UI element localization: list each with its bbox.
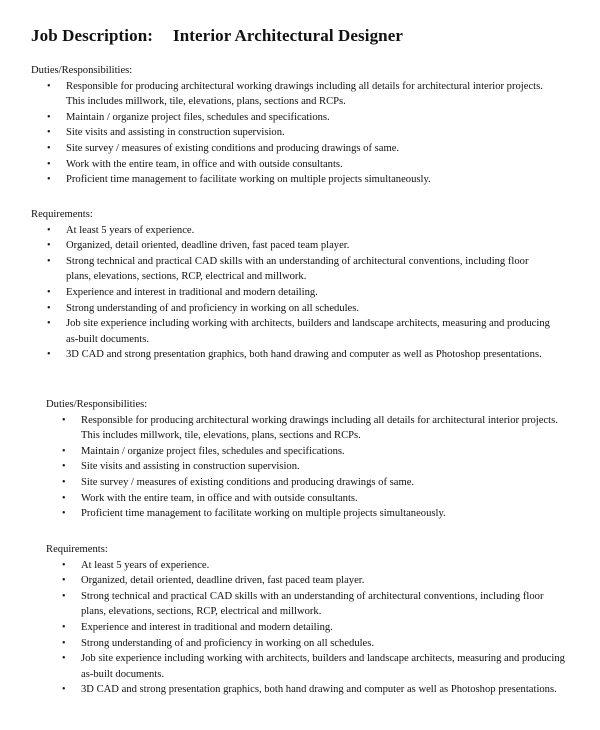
list-item: • Site survey / measures of existing conditions and producing drawings of same. [31,141,593,157]
job-title: Interior Architectural Designer [173,26,404,45]
page-title [31,26,404,46]
duties-section-1 [31,63,593,188]
list-item: • Organized, detail oriented, deadline driven, fast paced team player. [31,238,593,254]
list-item: • 3D CAD and strong presentation graphics, both hand drawing and computer as well as Photoshop presentations. [31,347,593,363]
duties-section-2 [46,397,594,522]
list-item: • Strong technical and practical CAD skills with an understanding of architectural conventions, including floor plans, elevations, sections, RCP, electrical and millwork. [31,254,593,285]
list-item: • At least 5 years of experience. [31,223,593,239]
list-item: • Maintain / organize project files, schedules and specifications. [46,444,594,460]
list-item: • Work with the entire team, in office and with outside consultants. [46,491,594,507]
requirements-section-2 [46,542,594,698]
list-item: • Responsible for producing architectural working drawings including all details for architectural interior projects. This includes millwork, tile, elevations, plans, sections and RCPs. [46,413,594,444]
list-item: • Proficient time management to facilitate working on multiple projects simultaneously. [46,506,594,522]
list-item: • Organized, detail oriented, deadline driven, fast paced team player. [46,573,594,589]
list-item: • Strong technical and practical CAD skills with an understanding of architectural conventions, including floor plans, elevations, sections, RCP, electrical and millwork. [46,589,594,620]
list-item: • Job site experience including working with architects, builders and landscape architects, measuring and producing as-built documents. [31,316,593,347]
duties-heading: Duties/Responsibilities: [46,399,148,410]
title-label: Job Description: [31,26,154,45]
list-item: • 3D CAD and strong presentation graphics, both hand drawing and computer as well as Photoshop presentations. [46,682,594,698]
list-item: • Maintain / organize project files, schedules and specifications. [31,110,593,126]
duties-heading: Duties/Responsibilities: [31,65,133,76]
requirements-heading: Requirements: [46,544,108,555]
list-item: • Strong understanding of and proficiency in working on all schedules. [46,636,594,652]
requirements-heading: Requirements: [31,209,93,220]
requirements-list [46,558,594,698]
list-item: • Responsible for producing architectural working drawings including all details for architectural interior projects. This includes millwork, tile, elevations, plans, sections and RCPs. [31,79,593,110]
requirements-list [31,223,593,363]
list-item: • Experience and interest in traditional and modern detailing. [31,285,593,301]
list-item: • Site visits and assisting in construction supervision. [46,459,594,475]
list-item: • Job site experience including working with architects, builders and landscape architects, measuring and producing as-built documents. [46,651,594,682]
list-item: • Proficient time management to facilitate working on multiple projects simultaneously. [31,172,593,188]
list-item: • At least 5 years of experience. [46,558,594,574]
duties-list [31,79,593,188]
duties-list [46,413,594,522]
requirements-section-1 [31,207,593,363]
list-item: • Site visits and assisting in construction supervision. [31,125,593,141]
list-item: • Experience and interest in traditional and modern detailing. [46,620,594,636]
list-item: • Work with the entire team, in office and with outside consultants. [31,157,593,173]
list-item: • Strong understanding of and proficiency in working on all schedules. [31,301,593,317]
list-item: • Site survey / measures of existing conditions and producing drawings of same. [46,475,594,491]
